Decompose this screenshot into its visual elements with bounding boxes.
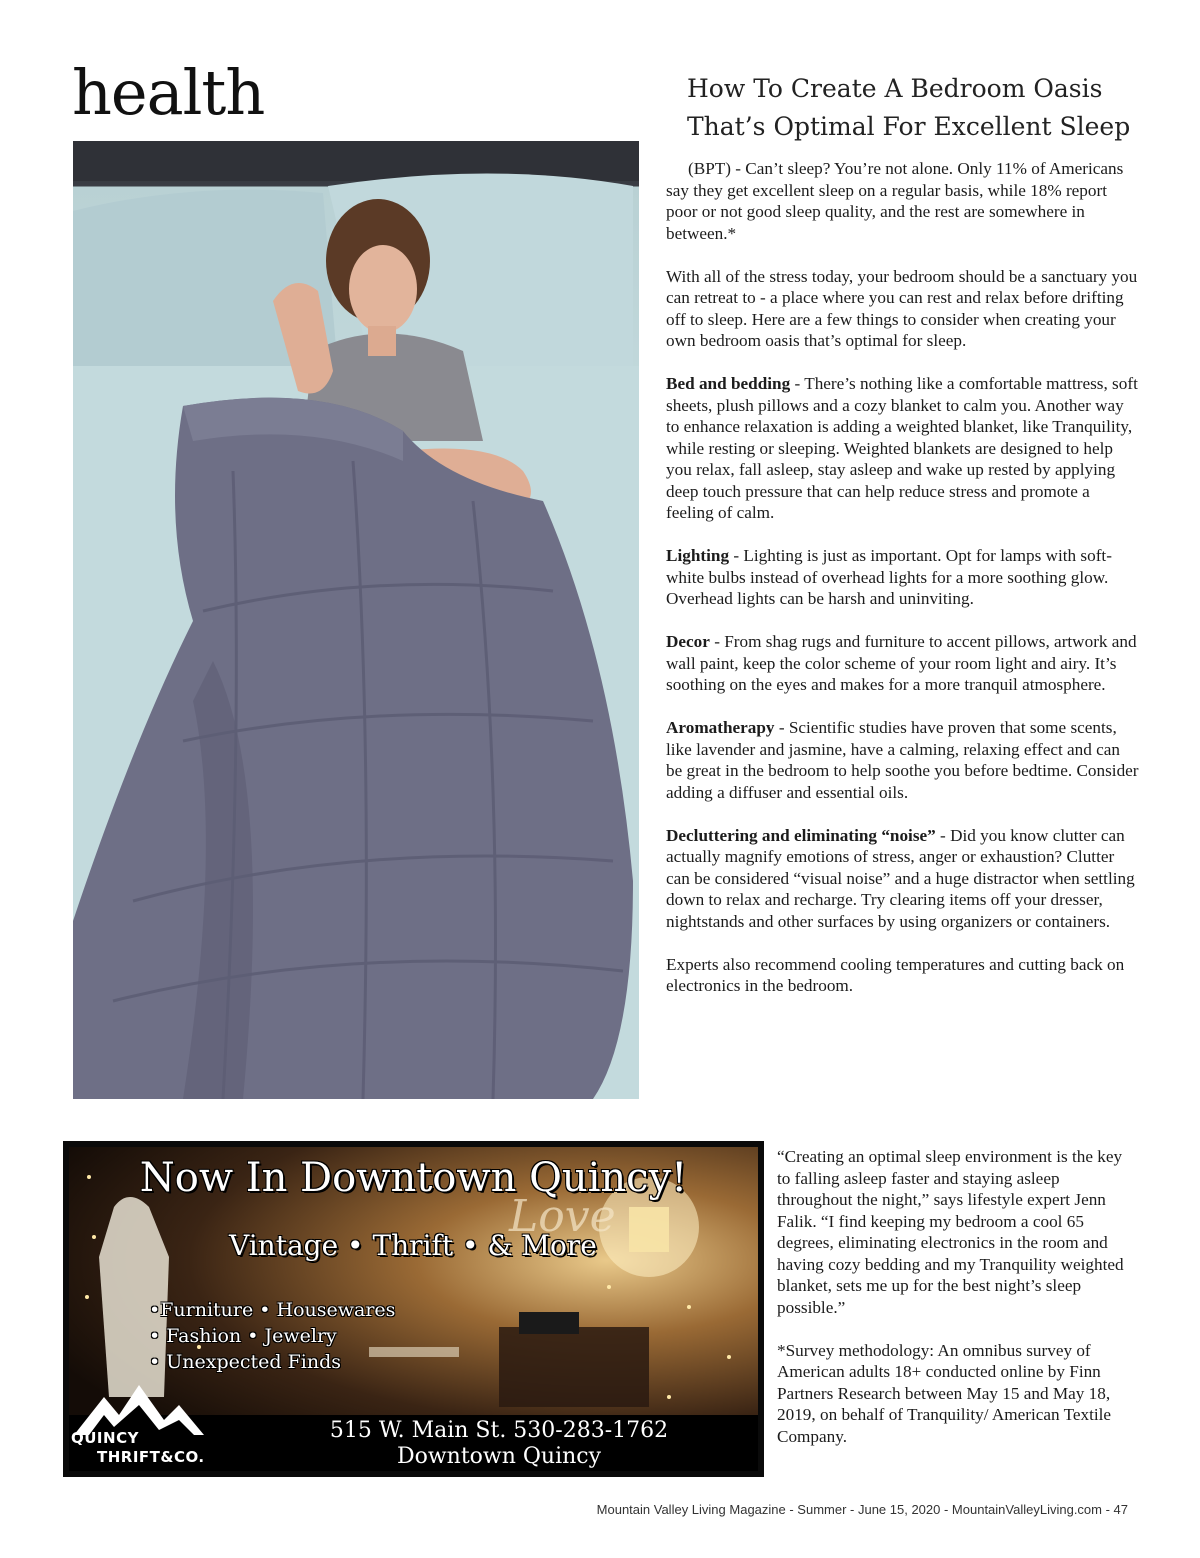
- article-body-continued: [777, 1146, 1137, 1469]
- ad-bullet: •Furniture • Housewares: [149, 1299, 396, 1321]
- sleeping-woman-illustration: [73, 141, 639, 1099]
- tip-title: Decluttering and eliminating “noise”: [666, 825, 936, 845]
- tip-title: Bed and bedding: [666, 374, 791, 393]
- quincy-thrift-advertisement[interactable]: [63, 1141, 764, 1477]
- ad-headline: Now In Downtown Quincy!: [139, 1155, 688, 1201]
- experts-paragraph: Experts also recommend cooling temperatures and cutting back on electronics in the bedroom.: [666, 954, 1125, 995]
- ad-tagline: Vintage • Thrift • & More: [229, 1229, 597, 1262]
- article-headline: [687, 70, 1147, 146]
- headline-line-1: How To Create A Bedroom Oasis: [687, 74, 1103, 103]
- ad-address: [289, 1418, 709, 1470]
- tip-aromatherapy: [666, 717, 1140, 803]
- ad-script-word: Love: [509, 1191, 616, 1242]
- intro-paragraph: (BPT) - Can’t sleep? You’re not alone. Only 11% of Americans say they get excellent sleep on a regular basis, while 18% report poor or not good sleep quality, and the rest are somewhere in between.*: [666, 159, 1124, 243]
- article-body: [666, 158, 1140, 1018]
- tip-title: Aromatherapy: [666, 718, 775, 737]
- tip-text: - Scientific studies have proven that some scents, like lavender and jasmine, have a calming, relaxing effect and can be great in the bedroom to help soothe you before bedtime. Consider adding a diffuser and essential oils.: [666, 718, 1139, 802]
- headline-line-2: That’s Optimal For Excellent Sleep: [687, 112, 1131, 141]
- tip-text: - There’s nothing like a comfortable mattress, soft sheets, plush pillows and a cozy blanket to calm you. Another way to enhance relaxation is adding a weighted blanket, like Tranquility, while resting or sleeping. Weighted blankets are designed to help you relax, fall asleep, stay asleep and wake up rested by applying deep touch pressure that can help reduce stress and promote a feeling of calm.: [666, 374, 1138, 522]
- logo-line-2: THRIFT&CO.: [97, 1448, 205, 1466]
- tip-decor: [666, 631, 1140, 696]
- ad-bullet: • Fashion • Jewelry: [149, 1325, 337, 1347]
- section-title: health: [72, 56, 265, 129]
- tip-lighting: [666, 545, 1140, 610]
- tip-bed-bedding: [666, 373, 1140, 524]
- ad-photo-background: [69, 1147, 758, 1471]
- ad-location-line: Downtown Quincy: [396, 1444, 602, 1469]
- tip-title: Lighting: [666, 546, 730, 565]
- quincy-thrift-logo: [69, 1375, 209, 1471]
- tip-text: - From shag rugs and furniture to accent pillows, artwork and wall paint, keep the color scheme of your room light and airy. It’s soothing on the eyes and makes for a more tranquil atmosphere.: [666, 632, 1137, 694]
- tip-decluttering: [666, 825, 1140, 933]
- ad-bullet: • Unexpected Finds: [149, 1351, 341, 1373]
- hero-photo: [73, 141, 639, 1099]
- survey-note: *Survey methodology: An omnibus survey of American adults 18+ conducted online by Finn Partners Research between May 15 and May 18, 2019, on behalf of Tranquility/ American Textile Company.: [777, 1340, 1112, 1446]
- ad-address-line: 515 W. Main St. 530-283-1762: [329, 1418, 669, 1443]
- tip-text: - Lighting is just as important. Opt for lamps with soft-white bulbs instead of overhead lights for a more soothing glow. Overhead lights can be harsh and uninviting.: [666, 546, 1112, 608]
- context-paragraph: With all of the stress today, your bedroom should be a sanctuary you can retreat to - a place where you can rest and relax before drifting off to sleep. Here are a few things to consider when creating your own bedroom oasis that’s optimal for sleep.: [666, 266, 1138, 350]
- tip-title: Decor: [666, 632, 710, 651]
- expert-quote: “Creating an optimal sleep environment is the key to falling asleep faster and staying asleep throughout the night,” says lifestyle expert Jenn Falik. “I find keeping my bedroom a cool 65 degrees, eliminating electronics in the room and having cozy bedding and my Tranquility weighted blanket, sets me up for the best night’s sleep possible.”: [777, 1147, 1124, 1317]
- ad-bullet-list: [149, 1297, 395, 1375]
- tip-text: - Did you know clutter can actually magnify emotions of stress, anger or exhaustion? Clutter can be considered “visual noise” and a huge distractor when settling down to relax and recharge. Try clearing items off your dresser, nightstands and other surfaces by using organizers or containers.: [666, 825, 1135, 931]
- logo-line-1: QUINCY: [71, 1429, 139, 1447]
- ad-logo-text: [71, 1429, 205, 1467]
- page-footer: Mountain Valley Living Magazine - Summer - June 15, 2020 - MountainValleyLiving.com - 47: [596, 1502, 1128, 1517]
